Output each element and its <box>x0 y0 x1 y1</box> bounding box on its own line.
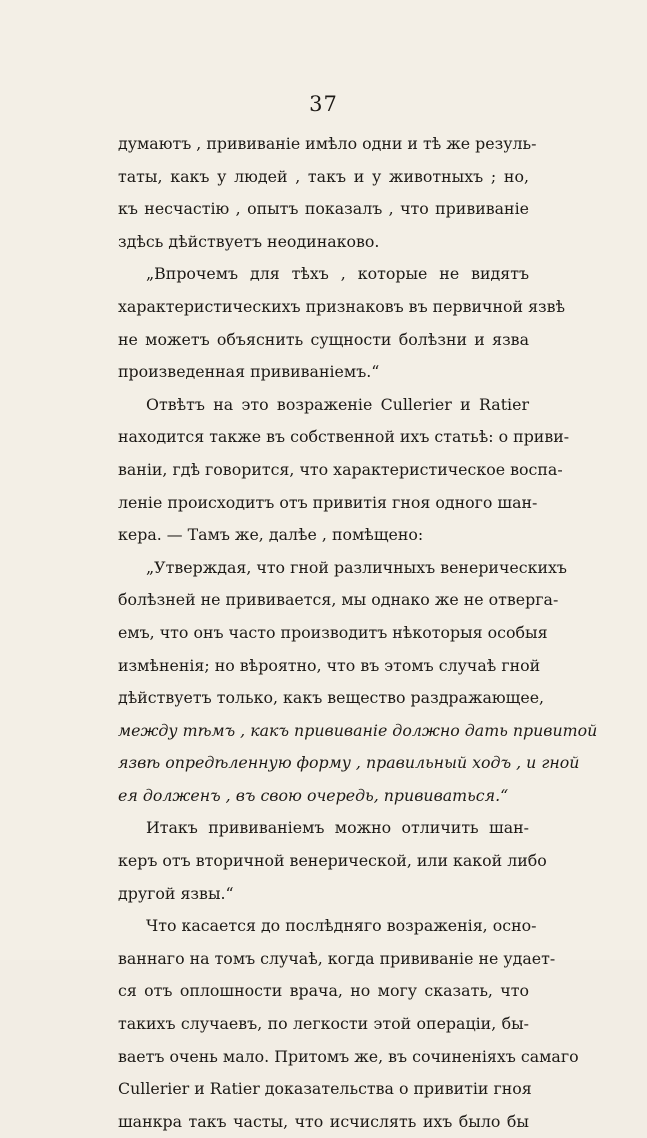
text-line: „Утверждая, что гной различныхъ венерическихъ <box>146 557 567 577</box>
italic-text-line: ея долженъ , въ свою очередь, прививаться.“ <box>118 785 509 805</box>
text-line: характеристическихъ признаковъ въ первичной язвѣ <box>118 296 566 316</box>
text-line: леніе происходитъ отъ привитія гноя одного шан- <box>118 492 538 512</box>
text-line: емъ, что онъ часто производитъ нѣкоторыя особыя <box>118 622 548 642</box>
text-line: Cullerier и Ratier доказательства о привитіи гноя <box>118 1079 532 1099</box>
text-line: керъ отъ вторичной венерической, или какой либо <box>118 851 547 871</box>
body-text <box>118 128 598 1138</box>
text-line: ваетъ очень мало. Притомъ же, въ сочиненіяхъ самаго <box>118 1046 579 1066</box>
text-line: здѣсь дѣйствуетъ неодинаково. <box>118 231 380 251</box>
text-line: произведенная прививаніемъ.“ <box>118 362 380 382</box>
text-line: Итакъ прививаніемъ можно отличить шан- <box>146 818 529 838</box>
text-line: думаютъ , прививаніе имѣло одни и тѣ же резуль- <box>118 134 537 153</box>
text-line: ся отъ оплошности врача, но могу сказать, что <box>118 981 529 1001</box>
text-line: къ несчастію , опытъ показалъ , что прививаніе <box>118 199 529 219</box>
italic-text-line: язвѣ опредѣленную форму , правильный ходъ , и гной <box>118 753 580 773</box>
italic-text-line: между тѣмъ , какъ прививаніе должно дать привитой <box>118 720 598 740</box>
text-line: другой язвы.“ <box>118 883 234 903</box>
text-line: дѣйствуетъ только, какъ вещество раздражающее, <box>118 688 545 708</box>
text-line: такихъ случаевъ, по легкости этой операціи, бы- <box>118 1014 529 1034</box>
text-line: шанкра такъ часты, что исчислять ихъ было бы <box>118 1111 529 1131</box>
text-line: не можетъ объяснить сущности болѣзни и язва <box>118 329 529 349</box>
text-line: Что касается до послѣдняго возраженія, осно- <box>146 916 537 936</box>
text-line: находится также въ собственной ихъ статьѣ: о приви- <box>118 427 570 447</box>
text-line: болѣзней не прививается, мы однако же не отверга- <box>118 590 559 610</box>
page-number: 37 <box>309 92 338 116</box>
text-line: ваннаго на томъ случаѣ, когда прививаніе не удает- <box>118 948 556 968</box>
text-line: таты, какъ у людей , такъ и у животныхъ ; но, <box>118 166 529 186</box>
text-line: ваніи, гдѣ говорится, что характеристическое воспа- <box>118 459 563 479</box>
text-line: измѣненія; но вѣроятно, что въ этомъ случаѣ гной <box>118 655 541 675</box>
text-line: „Впрочемъ для тѣхъ , которые не видятъ <box>146 264 529 284</box>
text-line: кера. — Тамъ же, далѣе , помѣщено: <box>118 525 424 545</box>
text-line: Отвѣтъ на это возраженіе Cullerier и Ratier <box>146 394 529 414</box>
